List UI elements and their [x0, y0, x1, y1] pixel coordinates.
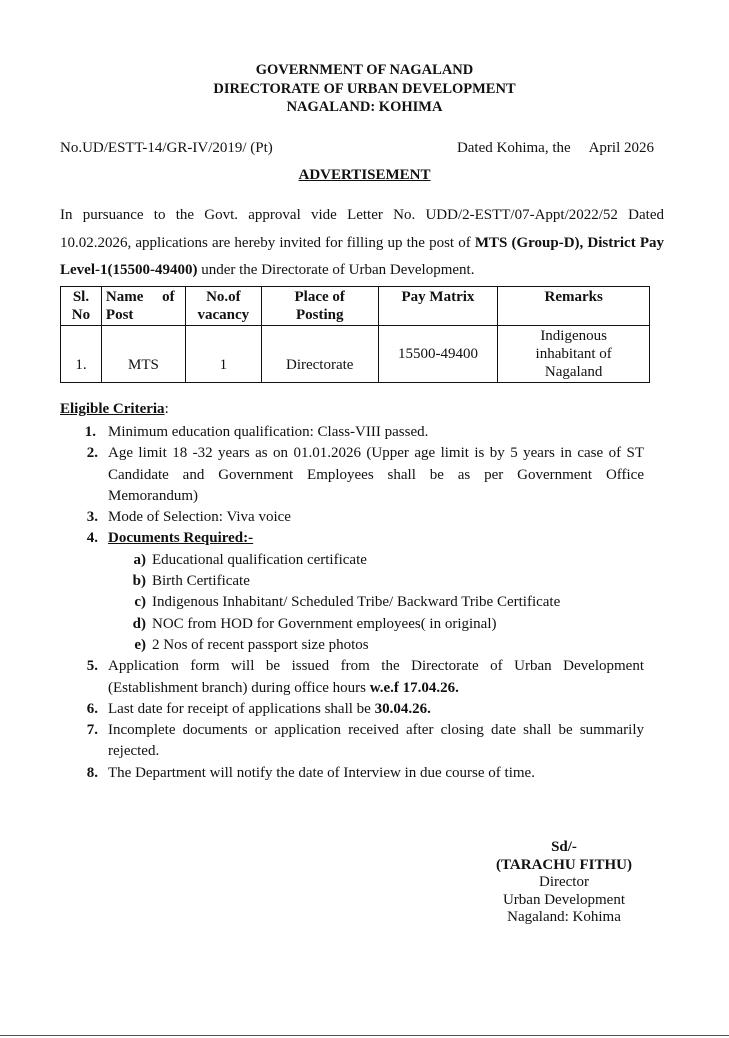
list-item [60, 528, 644, 549]
item-text: Last date for receipt of applications shall be 30.04.26. [108, 700, 431, 717]
document-letter: d) [132, 615, 146, 632]
signature-sd: Sd/- [551, 839, 577, 855]
document-item [60, 550, 644, 571]
header-place-of-posting: Place of Posting [261, 287, 378, 326]
item-number: 4. [86, 530, 98, 547]
document-text: Indigenous Inhabitant/ Scheduled Tribe/ Backward Tribe Certificate [152, 594, 561, 611]
intro-text-part2: under the Directorate of Urban Development. [197, 262, 475, 278]
list-item [60, 422, 644, 443]
letterhead-line-location: NAGALAND: KOHIMA [286, 99, 443, 115]
document-text: 2 Nos of recent passport size photos [152, 636, 369, 653]
item-text: The Department will notify the date of Interview in due course of time. [108, 764, 535, 781]
document-item [60, 592, 644, 613]
signatory-name: (TARACHU FITHU) [496, 856, 632, 873]
intro-paragraph [60, 202, 664, 285]
cell-place: Directorate [261, 326, 378, 383]
intro-text-part1: In pursuance to the Govt. approval vide Letter No. UDD/2-ESTT/07-Appt/2022/52 Dated 10.02.2026, applications are hereby invited for filling up the post of [60, 207, 664, 251]
cell-post: MTS [101, 326, 185, 383]
item-number: 2. [86, 445, 98, 462]
eligible-criteria-heading: Eligible Criteria: [60, 401, 169, 417]
document-text: NOC from HOD for Government employees( in original) [152, 615, 497, 632]
signatory-designation: Director [539, 874, 589, 890]
reference-date: Dated Kohima, the April 2026 [456, 140, 654, 156]
header-no-of-vacancy: No.of vacancy [185, 287, 261, 326]
item-text: Incomplete documents or application received after closing date shall be summarily rejected. [108, 722, 644, 760]
issue-date-highlight: w.e.f 17.04.26. [369, 679, 459, 696]
header-sl-no: Sl. No [61, 287, 102, 326]
signatory-place: Nagaland: Kohima [507, 909, 621, 925]
list-item [60, 443, 644, 507]
item-text: Mode of Selection: Viva voice [108, 509, 291, 526]
intro-post-highlight: MTS (Group-D), District Pay Level-1(15500-49400) [60, 234, 664, 278]
document-text: Birth Certificate [152, 573, 250, 590]
document-item [60, 571, 644, 592]
item-number: 6. [86, 700, 98, 717]
item-number: 8. [86, 764, 98, 781]
documents-required-heading: Documents Required:- [108, 530, 254, 547]
document-letter: c) [134, 594, 146, 611]
document-letter: e) [134, 636, 146, 653]
posts-table [60, 286, 650, 383]
header-remarks: Remarks [498, 287, 650, 326]
header-pay-matrix: Pay Matrix [378, 287, 498, 326]
table-row [61, 326, 650, 383]
criteria-list [60, 422, 644, 784]
item-number: 1. [84, 424, 96, 440]
page-bottom-edge [0, 1035, 729, 1036]
item-number: 5. [86, 658, 98, 675]
cell-remarks: Indigenous inhabitant of Nagaland [498, 326, 650, 383]
document-item [60, 614, 644, 635]
item-text: Age limit 18 -32 years as on 01.01.2026 (Upper age limit is by 5 years in case of ST Candidate and Government Employees shall be as per Government Office Memorandum) [108, 445, 644, 504]
last-date-highlight: 30.04.26. [374, 700, 431, 717]
list-item [60, 763, 644, 784]
cell-vacancy: 1 [185, 326, 261, 383]
cell-pay: 15500-49400 [378, 326, 498, 383]
signature-block [484, 839, 644, 927]
list-item [60, 699, 644, 720]
item-number: 7. [86, 722, 98, 739]
document-letter: a) [133, 551, 146, 568]
letterhead-line-government: GOVERNMENT OF NAGALAND [255, 62, 474, 78]
item-number: 3. [86, 509, 98, 526]
document-text: Educational qualification certificate [152, 551, 367, 568]
item-text: Minimum education qualification: Class-VIII passed. [108, 424, 429, 440]
list-item [60, 720, 644, 763]
table-header-row [61, 287, 650, 326]
document-item [60, 635, 644, 656]
item-text: Application form will be issued from the Directorate of Urban Development (Establishment branch) during office hours w.e.f 17.04.26. [108, 658, 644, 696]
header-name-of-post: Name of Post [101, 287, 185, 326]
letterhead-line-directorate: DIRECTORATE OF URBAN DEVELOPMENT [213, 80, 516, 97]
signatory-department: Urban Development [502, 891, 626, 908]
list-item [60, 507, 644, 528]
document-title: ADVERTISEMENT [298, 167, 431, 183]
letterhead [0, 61, 729, 117]
document-letter: b) [132, 573, 146, 590]
list-item [60, 656, 644, 699]
cell-sl: 1. [61, 326, 102, 383]
reference-number: No.UD/ESTT-14/GR-IV/2019/ (Pt) [60, 140, 273, 156]
